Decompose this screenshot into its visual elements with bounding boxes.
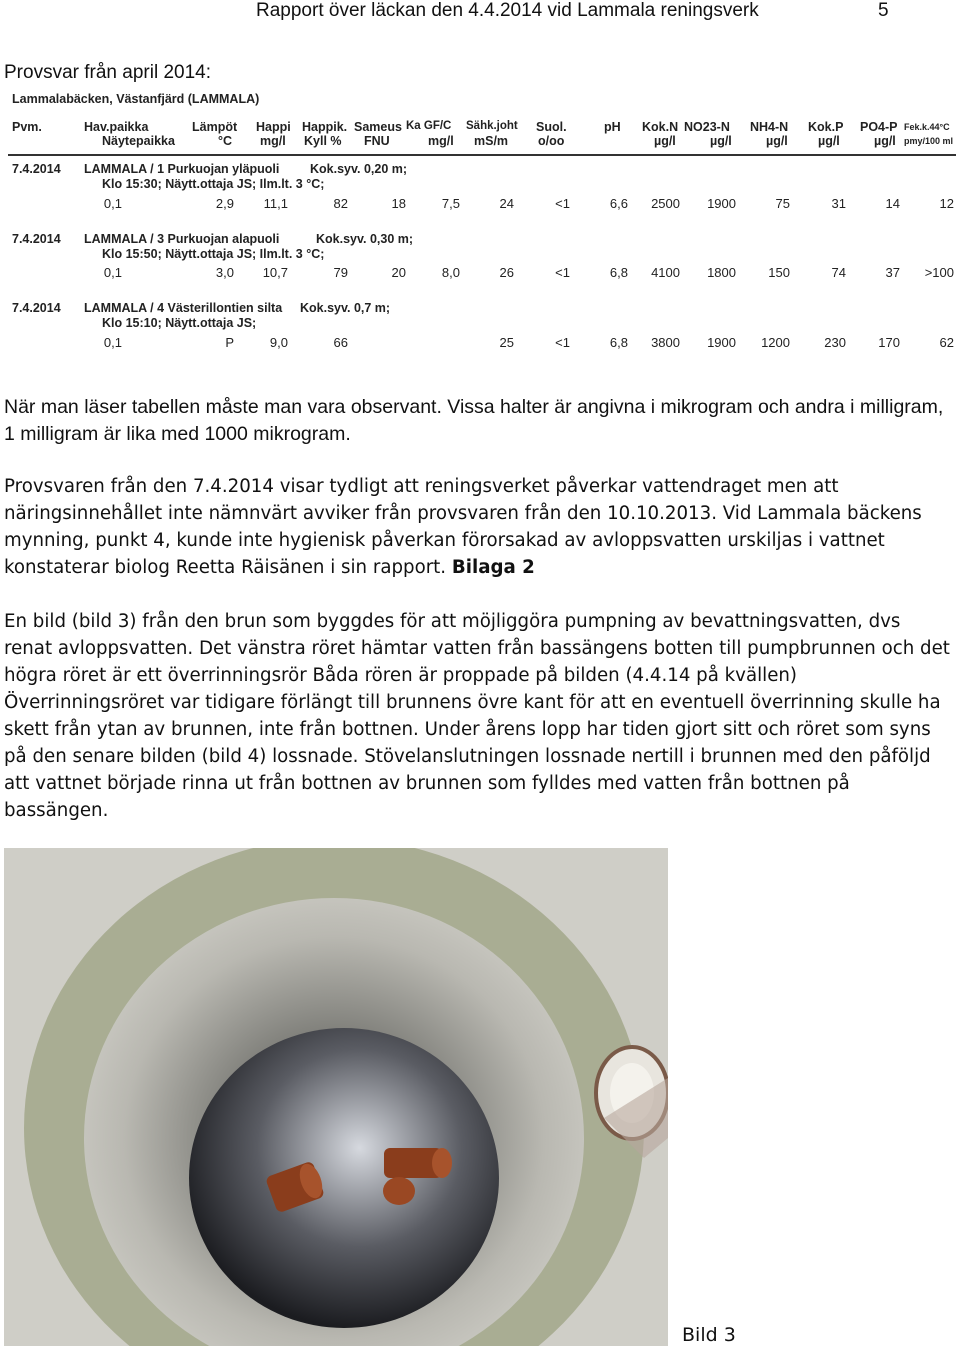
sample-date: 7.4.2014 — [12, 232, 61, 246]
col-header-sameus: Sameus — [354, 120, 402, 134]
value-cell: 150 — [768, 265, 790, 280]
value-cell: 6,6 — [609, 196, 628, 211]
value-cell: 62 — [939, 335, 954, 350]
value-cell: <1 — [555, 335, 570, 350]
sample-depth: Kok.syv. 0,20 m; — [310, 162, 408, 176]
header-divider — [8, 154, 956, 156]
table-caption: Lammalabäcken, Västanfjärd (LAMMALA) — [12, 92, 260, 106]
sample-meta: Klo 15:50; Näytt.ottaja JS; Ilm.lt. 3 °C; — [102, 247, 325, 261]
value-cell: 0,1 — [103, 196, 122, 211]
col-header-sahk: Sähk.joht — [466, 120, 518, 132]
value-cell: 8,0 — [441, 265, 460, 280]
sample-depth: Kok.syv. 0,7 m; — [300, 301, 391, 315]
sample-values-row — [4, 265, 956, 281]
value-cell: 0,1 — [103, 335, 122, 350]
col-header-kokp: Kok.P — [808, 120, 844, 134]
page-number: 5 — [878, 0, 889, 21]
col-header-ka: Ka GF/C — [406, 120, 452, 132]
appendix-reference: Bilaga 2 — [451, 557, 535, 578]
paragraph-results — [4, 473, 954, 581]
value-cell: 230 — [824, 335, 846, 350]
col-unit-kokn: µg/l — [654, 134, 676, 148]
value-cell: 14 — [885, 196, 900, 211]
value-cell: 0,1 — [103, 265, 122, 280]
section-title: Provsvar från april 2014: — [4, 62, 211, 83]
col-unit-sahk: mS/m — [474, 134, 509, 148]
col-header-suol: Suol. — [536, 120, 567, 134]
value-cell: 37 — [885, 265, 900, 280]
value-cell: 6,8 — [609, 335, 628, 350]
sample-meta: Klo 15:10; Näytt.ottaja JS; — [102, 316, 257, 330]
col-header-kokn: Kok.N — [642, 120, 679, 134]
value-cell: 75 — [775, 196, 790, 211]
value-cell: 4100 — [651, 265, 680, 280]
col-unit-fek: pmy/100 ml — [904, 136, 954, 146]
value-cell: 3,0 — [215, 265, 234, 280]
paragraph-results-text: Provsvaren från den 7.4.2014 visar tydligt att reningsverket påverkar vattendraget men att näringsinnehållet inte nämnvärt avviker från provsvaren från den 10.10.2013. Vid Lammala bäckens mynning, punkt 4, kunde inte hygienisk påverkan förorsakad av avloppsvatten urskiljas i vattnet konstaterar biolog Reetta Räisänen i sin rapport. — [4, 476, 922, 578]
sample-station: LAMMALA / 1 Purkuojan yläpuoli — [84, 162, 280, 176]
value-cell: 24 — [499, 196, 514, 211]
value-cell: 6,8 — [609, 265, 628, 280]
col-unit-lampot: °C — [218, 134, 233, 148]
col-header-ph: pH — [604, 120, 621, 134]
value-cell: <1 — [555, 196, 570, 211]
value-cell: 18 — [391, 196, 406, 211]
sample-station: LAMMALA / 4 Västerillontien silta — [84, 301, 283, 315]
value-cell: 170 — [878, 335, 900, 350]
sample-results-table — [4, 86, 956, 356]
col-unit-happi: mg/l — [260, 134, 286, 148]
col-header-pvm: Pvm. — [12, 120, 42, 134]
sample-values-row — [4, 196, 956, 212]
col-unit-ka: mg/l — [428, 134, 454, 148]
paragraph-well-description: En bild (bild 3) från den brun som byggdes för att möjliggöra pumpning av bevattningsvatten, dvs renat avloppsvatten. Det vänstra röret hämtar vatten från bassängens botten till pumpbrunnen och det högra röret är ett överrinningsrör Båda rören är proppade på bilden (4.4.14 på kvällen) Överrinningsröret var tidigare förlängt till brunnens övre kant för att en eventuell överrinning skulle ha skett från ytan av brunnen, inte från bottnen. Under årens lopp har tiden gjort sitt och röret som syns på den senare bilden (bild 4) lossnade. Stövelanslutningen lossnade nertill i brunnen med den påföljd att vattnet började rinna ut från bottnen av brunnen som fylldes med vatten från bottnen på bassängen. — [4, 611, 950, 821]
value-cell: 1900 — [707, 335, 736, 350]
value-cell: 26 — [499, 265, 514, 280]
col-unit-happik: Kyll % — [304, 134, 342, 148]
col-header-no23: NO23-N — [684, 120, 730, 134]
sample-depth: Kok.syv. 0,30 m; — [316, 232, 414, 246]
col-header-nh4: NH4-N — [750, 120, 789, 134]
value-cell: 79 — [333, 265, 348, 280]
value-cell: 12 — [939, 196, 954, 211]
col-unit-suol: o/oo — [538, 134, 565, 148]
value-cell: >100 — [924, 265, 954, 280]
col-header-po4: PO4-P — [860, 120, 898, 134]
photo-caption: Bild 3 — [682, 1324, 736, 1346]
col-header-lampot: Lämpöt — [192, 120, 238, 134]
value-cell: 66 — [333, 335, 348, 350]
well-water — [189, 1028, 499, 1328]
sample-date: 7.4.2014 — [12, 162, 61, 176]
col-header-happik: Happik. — [302, 120, 348, 134]
sample-station: LAMMALA / 3 Purkuojan alapuoli — [84, 232, 280, 246]
col-unit-nh4: µg/l — [766, 134, 788, 148]
col-header-hav: Hav.paikka — [84, 120, 149, 134]
sample-date: 7.4.2014 — [12, 301, 61, 315]
value-cell: 25 — [499, 335, 514, 350]
value-cell: 11,1 — [263, 196, 288, 211]
well-photo — [4, 848, 668, 1346]
value-cell: 3800 — [651, 335, 680, 350]
value-cell: 20 — [391, 265, 406, 280]
value-cell: 82 — [333, 196, 348, 211]
col-unit-po4: µg/l — [874, 134, 896, 148]
col-unit-kokp: µg/l — [818, 134, 840, 148]
value-cell: P — [225, 335, 234, 350]
value-cell: 1800 — [707, 265, 736, 280]
paragraph-reading-note: När man läser tabellen måste man vara observant. Vissa halter är angivna i mikrogram och andra i milligram, 1 milligram är lika med 1000 mikrogram. — [4, 396, 944, 445]
value-cell: 74 — [831, 265, 846, 280]
col-unit-no23: µg/l — [710, 134, 732, 148]
value-cell: 1900 — [707, 196, 736, 211]
value-cell: <1 — [555, 265, 570, 280]
col-header-nay: Näytepaikka — [102, 134, 175, 148]
col-header-happi: Happi — [256, 120, 291, 134]
sample-meta: Klo 15:30; Näytt.ottaja JS; Ilm.lt. 3 °C; — [102, 177, 325, 191]
value-cell: 1200 — [761, 335, 790, 350]
sample-values-row — [4, 335, 956, 351]
value-cell: 2500 — [651, 196, 680, 211]
value-cell: 2,9 — [215, 196, 234, 211]
col-unit-sameus: FNU — [364, 134, 390, 148]
col-header-fek: Fek.k.44°C — [904, 122, 950, 132]
value-cell: 7,5 — [441, 196, 460, 211]
value-cell: 9,0 — [269, 335, 288, 350]
page-header: Rapport över läckan den 4.4.2014 vid Lammala reningsverk — [256, 0, 759, 21]
value-cell: 10,7 — [262, 265, 288, 280]
value-cell: 31 — [831, 196, 846, 211]
